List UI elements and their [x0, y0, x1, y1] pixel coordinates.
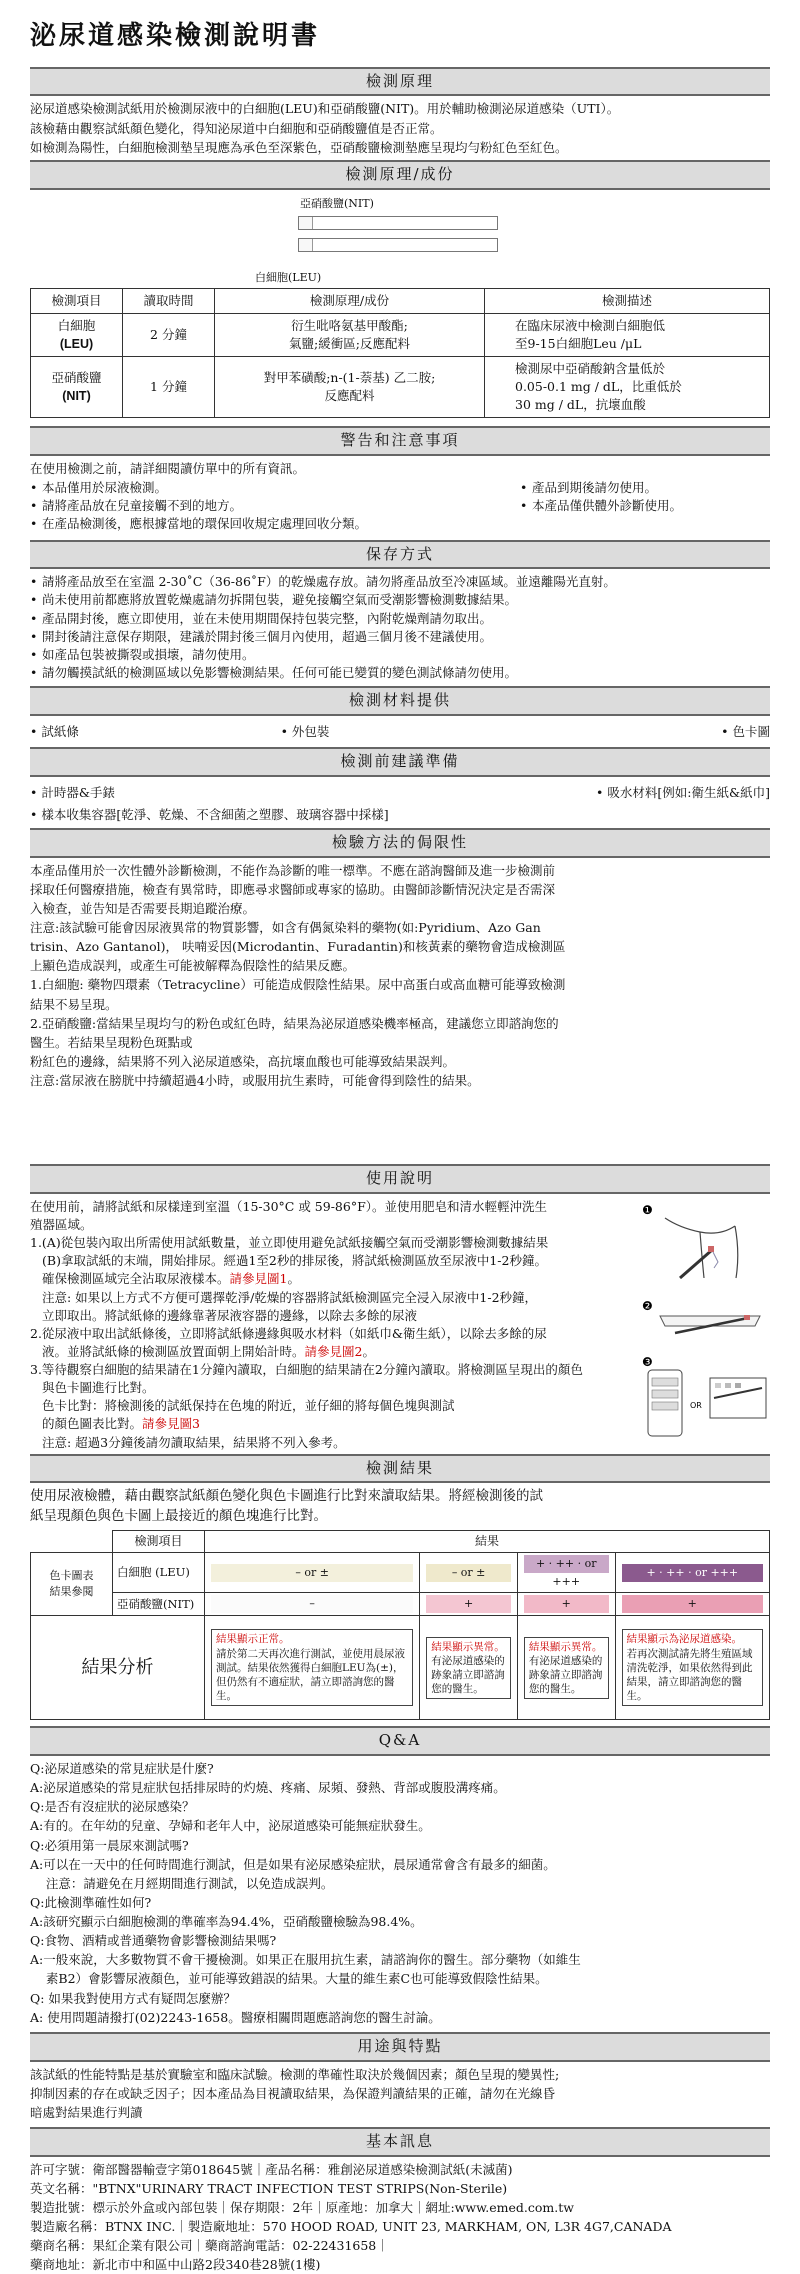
figure-ref: 請參見圖3 [142, 1416, 200, 1432]
list-item: • 尚未使用前都應將放置乾燥處請勿拆開包裝，避免接觸空氣而受潮影響檢測數據結果。 [30, 591, 770, 609]
section-header-composition: 檢測原理/成份 [30, 160, 770, 190]
usage-line: 3.等待觀察白細胞的結果請在1分鐘內讀取，白細胞的結果請在2分鐘內讀取。將檢測區呈現出的顏色 [30, 1362, 583, 1378]
strip-label-nit: 亞硝酸鹽(NIT) [300, 196, 374, 210]
section-header-qa: Q&A [30, 1726, 770, 1756]
usage-line: 1.(A)從包裝內取出所需使用試紙數量，並立即使用避免試紙接觸空氣而受潮影響檢測數據結果 [30, 1235, 549, 1251]
composition-cell [215, 356, 485, 417]
usage-line: 與色卡圖進行比對。 [42, 1380, 155, 1396]
section-header-uses: 用途與特點 [30, 2032, 770, 2062]
leu-swatch: – or ± [211, 1564, 413, 1582]
table-header-row [31, 288, 770, 313]
basic-info-line: 英文名稱："BTNX"URINARY TRACT INFECTION TEST STRIPS(Non-Sterile) [30, 2180, 508, 2196]
table-header: 檢測原理/成份 [215, 288, 485, 313]
section-header-principle: 檢測原理 [30, 67, 770, 97]
nit-swatch: – [211, 1595, 413, 1613]
composition-line: 對甲苯磺酸;n-(1-萘基) 乙二胺; [263, 370, 436, 385]
leu-swatch: + · ++ · or +++ [524, 1555, 609, 1573]
list-item: • 產品到期後請勿使用。 [520, 479, 770, 497]
list-item: • 請將產品放至在室溫 2-30˚C（36-86˚F）的乾燥處存放。請勿將產品放至冷凍區域。並遠離陽光直射。 [30, 573, 770, 591]
table-row [31, 1593, 770, 1616]
table-header: 結果 [205, 1530, 770, 1552]
material-item: • 色卡圖 [721, 723, 770, 739]
composition-line: 衍生吡咯氨基甲酸酯; [291, 317, 408, 333]
results-intro-line: 使用尿液檢體，藉由觀察試紙顏色變化與色卡圖進行比對來讀取結果。將經檢測後的試 [30, 1488, 543, 1505]
warning-list-left [30, 479, 500, 533]
usage-line: 在使用前，請將試紙和尿樣達到室溫（15-30°C 或 59-86°F）。並使用肥皂和清水輕輕沖洗生 [30, 1198, 548, 1214]
uses-text [30, 2066, 770, 2122]
basic-info-line: 製造廠名稱：BTNX INC.｜製造廠地址：570 HOOD ROAD, UNIT 23, MARKHAM, ON, L3R 4G7,CANADA [30, 2219, 672, 2235]
analysis-cell [205, 1616, 420, 1720]
table-row [31, 1616, 770, 1720]
list-item: • 產品開封後，應立即使用，並在未使用期間保持包裝完整，內附乾燥劑請勿取出。 [30, 610, 770, 628]
nit-swatch-cell [615, 1593, 769, 1616]
prep-item: • 計時器&手錶 [30, 784, 115, 800]
nit-swatch: + [426, 1595, 511, 1613]
figure-2-mark: ❷ [642, 1298, 653, 1313]
qa-line: A: 使用問題請撥打(02)2243-1658。醫療相關問題應諮詢您的醫生討論。 [30, 2009, 441, 2025]
uses-line: 抑制因素的存在或缺乏因子；因本產品為目視讀取結果，為保證判讀結果的正確，請勿在光線昏 [30, 2085, 556, 2101]
usage-line: 液。並將試紙條的檢測區放置面朝上開始計時。請參見圖2。 [42, 1343, 375, 1359]
qa-text [30, 1760, 770, 2027]
basic-info-line: 藥商名稱：果紅企業有限公司｜藥商諮詢電話：02-22431658｜ [30, 2238, 389, 2254]
usage-figures [640, 1198, 770, 1452]
leu-swatch-cell [420, 1552, 518, 1592]
usage-line: 立即取出。將試紙條的邊緣靠著尿液容器的邊緣，以除去多餘的尿液 [42, 1307, 418, 1323]
test-strip-top [298, 216, 498, 230]
analysis-cell [420, 1616, 518, 1720]
analysis-box: 結果顯示為泌尿道感染。 若再次測試請先將生殖區域清洗乾淨，如果依然得到此結果，請立即諮詢您的醫生。 [622, 1629, 763, 1706]
composition-line: 氣鹽;緩衝區;反應配料 [289, 335, 410, 351]
list-item: • 如產品包裝被撕裂或損壞，請勿使用。 [30, 646, 770, 664]
principle-line: 泌尿道感染檢測試紙用於檢測尿液中的白細胞(LEU)和亞硝酸鹽(NIT)。用於輔助檢測泌尿道感染（UTI）。 [30, 101, 620, 117]
section-header-materials: 檢測材料提供 [30, 686, 770, 716]
nit-swatch-cell [517, 1593, 615, 1616]
row-group-label: 色卡圖表 結果參閱 [31, 1552, 113, 1615]
nit-label: 亞硝酸鹽(NIT) [113, 1593, 205, 1616]
qa-line: Q:此檢測準確性如何? [30, 1894, 152, 1910]
limits-line: 結果不易呈現。 [30, 996, 118, 1012]
leu-swatch-cell [615, 1552, 769, 1592]
usage-line: 注意: 超過3分鐘後請勿讀取結果，結果將不列入參考。 [42, 1434, 346, 1450]
figure-ref: 請參見圖1 [229, 1271, 288, 1287]
document-title: 泌尿道感染檢測說明書 [30, 21, 321, 51]
item-cell [31, 356, 123, 417]
section-header-results: 檢測結果 [30, 1454, 770, 1484]
principle-text [30, 100, 770, 156]
nit-swatch-cell [205, 1593, 420, 1616]
table-header: 檢測項目 [113, 1530, 205, 1552]
warning-list-right [520, 479, 770, 533]
limits-line: 1.白細胞: 藥物四環素（Tetracycline）可能造成假陰性結果。尿中高蛋白或高血糖可能導致檢測 [30, 977, 566, 993]
qa-line: Q:食物、酒精或普通藥物會影響檢測結果嗎? [30, 1933, 277, 1949]
materials-row [30, 720, 770, 744]
item-code: (NIT) [62, 389, 91, 404]
qa-line: Q:泌尿道感染的常見症狀是什麼? [30, 1761, 214, 1777]
composition-table [30, 288, 770, 419]
warning-columns [30, 479, 770, 533]
table-header: 檢測項目 [31, 288, 123, 313]
list-item: • 本產品僅供體外診斷使用。 [520, 497, 770, 515]
strip-label-leu: 白細胞(LEU) [255, 270, 322, 284]
item-name: 白細胞 [57, 317, 96, 333]
description-line: 檢測尿中亞硝酸鈉含量低於 [515, 360, 666, 376]
limits-line: trisin、Azo Gantanol)， 呋喃妥因(Microdantin、Furadantin)和核黃素的藥物會造成檢測區 [30, 939, 566, 955]
uses-line: 該試紙的性能特點是基於實驗室和臨床試驗。檢測的準確性取決於幾個因素；顏色呈現的變異性; [30, 2066, 560, 2082]
section-header-prep: 檢測前建議準備 [30, 747, 770, 777]
table-row [31, 1552, 770, 1592]
analysis-label: 結果分析 [31, 1616, 205, 1720]
description-cell [485, 356, 770, 417]
uses-line: 暗處對結果進行判讀 [30, 2104, 143, 2120]
qa-line: Q:必須用第一晨尿來測試嗎? [30, 1837, 189, 1853]
table-row [31, 356, 770, 417]
test-strip-bottom [298, 238, 498, 252]
qa-line: A:可以在一天中的任何時間進行測試，但是如果有泌尿感染症狀，晨尿通常會含有最多的細菌。 [30, 1856, 556, 1872]
usage-line: 色卡比對：將檢測後的試紙保持在色塊的附近，並仔細的將每個色塊與測試 [42, 1398, 455, 1414]
item-name: 亞硝酸鹽 [51, 370, 102, 385]
analysis-box: 結果顯示異常。 有泌尿道感染的跡象請立即諮詢您的醫生。 [426, 1637, 511, 1700]
item-cell [31, 313, 123, 356]
qa-line: 素B2）會影響尿液顏色，並可能導致錯誤的結果。大量的維生素C也可能導致假陰性結果。 [30, 1971, 548, 1987]
description-cell [485, 313, 770, 356]
leu-swatch: – or ± [426, 1564, 511, 1582]
principle-line: 如檢測為陽性，白細胞檢測墊呈現應為承色至深紫色，亞硝酸鹽檢測墊應呈現均勻粉紅色至紅色。 [30, 139, 568, 155]
material-item: • 外包裝 [280, 723, 330, 739]
usage-text [30, 1198, 640, 1452]
limits-line: 醫生。若結果呈現粉色斑點或 [30, 1034, 193, 1050]
figure-3-mark: ❸ [642, 1354, 653, 1369]
analysis-box: 結果顯示正常。 請於第二天再次進行測試，並使用晨尿液測試。結果依然獲得白細胞LEU為(±)，但仍然有不適症狀，請立即諮詢您的醫生。 [211, 1629, 413, 1706]
page-gap [30, 1091, 770, 1161]
figure-ref: 請參見圖2 [304, 1343, 363, 1359]
read-time-cell: 1 分鐘 [123, 356, 215, 417]
leu-swatch-cell [205, 1552, 420, 1592]
list-item: • 開封後請注意保存期限，建議於開封後三個月內使用，超過三個月後不建議使用。 [30, 628, 770, 646]
usage-block [30, 1198, 770, 1452]
results-intro [30, 1487, 770, 1526]
nit-swatch: + [524, 1595, 609, 1613]
analysis-cell [517, 1616, 615, 1720]
description-line: 在臨床尿液中檢測白細胞低 [515, 317, 666, 333]
prep-item: • 吸水材料[例如:衛生紙&紙巾] [596, 784, 770, 800]
list-item: • 本品僅用於尿液檢測。 [30, 479, 500, 497]
description-line: 0.05-0.1 mg / dL，比重低於 [515, 379, 682, 395]
read-time-cell: 2 分鐘 [123, 313, 215, 356]
results-intro-line: 紙呈現顏色與色卡圖上最接近的顏色塊進行比對。 [30, 1508, 327, 1524]
qa-line: Q:是否有沒症狀的泌尿感染？ [30, 1799, 195, 1815]
qa-line: A:泌尿道感染的常見症狀包括排尿時的灼燒、疼痛、尿頻、發熱、背部或腹股溝疼痛。 [30, 1780, 506, 1796]
prep-row [30, 781, 770, 805]
section-header-basic: 基本訊息 [30, 2127, 770, 2157]
limits-line: 注意:該試驗可能會因尿液異常的物質影響，如含有偶氮染料的藥物(如:Pyridium、Azo Gan [30, 920, 541, 936]
description-line: 30 mg / dL，抗壞血酸 [515, 397, 646, 413]
leu-swatch: + · ++ · or +++ [622, 1564, 763, 1582]
analysis-cell [615, 1616, 769, 1720]
limits-line: 採取任何醫療措施，檢查有異常時，即應尋求醫師或專家的協助。由醫師診斷情況決定是否需深 [30, 881, 556, 897]
section-header-warning: 警告和注意事項 [30, 426, 770, 456]
list-item: • 請將產品放在兒童接觸不到的地方。 [30, 497, 500, 515]
nit-swatch: + [622, 1595, 763, 1613]
section-header-storage: 保存方式 [30, 540, 770, 570]
usage-line: 的顏色圖表比對。請參見圖3 [42, 1416, 200, 1432]
item-code: (LEU) [59, 336, 94, 351]
qa-line: 注意：請避免在月經期間進行測試，以免造成誤判。 [30, 1875, 334, 1891]
usage-line: (B)拿取試紙的末端，開始排尿。經過1至2秒的排尿後，將試紙檢測區放至尿液中1-2秒鐘。 [42, 1253, 547, 1269]
figure-1-mark: ❶ [642, 1202, 653, 1217]
test-strip-illustration [30, 194, 770, 288]
basic-info-line: 許可字號：衛部醫器輸壹字第018645號｜產品名稱：雅創泌尿道感染檢測試紙(未滅菌) [30, 2161, 513, 2177]
prep-item: • 樣本收集容器[乾淨、乾燥、不含細菌之塑膠、玻璃容器中採樣] [30, 806, 389, 822]
analysis-box: 結果顯示異常。 有泌尿道感染的跡象請立即諮詢您的醫生。 [524, 1637, 609, 1700]
limits-line: 入檢查，並告知是否需要長期追蹤治療。 [30, 900, 256, 916]
results-table [30, 1530, 770, 1721]
storage-list [30, 573, 770, 682]
leu-label: 白細胞 (LEU) [113, 1552, 205, 1592]
limits-line: 本產品僅用於一次性體外診斷檢測，不能作為診斷的唯一標準。不應在諮詢醫師及進一步檢測前 [30, 862, 556, 878]
limits-line: 上顯色造成誤判，或產生可能被解釋為假陰性的結果反應。 [30, 958, 356, 974]
list-item: • 在產品檢測後，應根據當地的環保回收規定處理回收分類。 [30, 515, 500, 533]
limits-line: 粉紅色的邊緣，結果將不列入泌尿道感染，高抗壞血酸也可能導致結果誤判。 [30, 1053, 456, 1069]
material-item: • 試紙條 [30, 723, 79, 739]
table-header: 檢測描述 [485, 288, 770, 313]
usage-line: 2.從尿液中取出試紙條後，立即將試紙條邊緣與吸水材料（如紙巾&衛生紙），以除去多餘的尿 [30, 1325, 547, 1341]
basic-info-line: 藥商地址：新北市中和區中山路2段340巷28號(1樓) [30, 2257, 321, 2273]
description-line: 至9-15白細胞Leu /μL [515, 335, 642, 351]
limits-line: 注意:當尿液在膀胱中持續超過4小時，或服用抗生素時，可能會得到陰性的結果。 [30, 1073, 480, 1089]
section-header-usage: 使用說明 [30, 1164, 770, 1194]
qa-line: A:有的。在年幼的兒童、孕婦和老年人中，泌尿道感染可能無症狀發生。 [30, 1818, 431, 1834]
or-label: OR [690, 1400, 702, 1410]
limits-text [30, 862, 770, 1091]
basic-info-text [30, 2161, 770, 2274]
usage-illustration [640, 1198, 770, 1443]
usage-line: 確保檢測區域完全沾取尿液樣本。請參見圖1。 [42, 1271, 300, 1287]
strip-pad-icon [708, 1246, 714, 1252]
leu-swatch-cell [517, 1552, 615, 1592]
table-header-row [31, 1530, 770, 1552]
section-header-limits: 檢驗方法的侷限性 [30, 828, 770, 858]
table-header: 讀取時間 [123, 288, 215, 313]
limits-line: 2.亞硝酸鹽:當結果呈現均勻的粉色或紅色時，結果為泌尿道感染機率極高，建議您立即諮詢您的 [30, 1015, 559, 1031]
principle-line: 該檢藉由觀察試紙顏色變化，得知泌尿道中白細胞和亞硝酸鹽值是否正常。 [30, 120, 443, 136]
warning-intro: 在使用檢測之前，請詳細閱讀仿單中的所有資訊。 [30, 461, 306, 477]
test-strip-icon [680, 1250, 712, 1278]
usage-line: 殖器區域。 [30, 1217, 93, 1233]
basic-info-line: 製造批號：標示於外盒或內部包裝｜保存期限：2年｜原產地：加拿大｜網址:www.emed.com.tw [30, 2199, 574, 2215]
table-row [31, 313, 770, 356]
qa-line: A:一般來說，大多數物質不會干擾檢測。如果正在服用抗生素，請諮詢你的醫生。部分藥物（如維生 [30, 1952, 581, 1968]
qa-line: Q: 如果我對使用方式有疑問怎麼辦？ [30, 1990, 236, 2006]
composition-line: 反應配料 [324, 388, 375, 404]
usage-line: 注意: 如果以上方式不方便可選擇乾淨/乾燥的容器將試紙檢測區完全浸入尿液中1-2秒鐘， [42, 1289, 538, 1305]
body-outline-icon [665, 1218, 735, 1233]
composition-cell [215, 313, 485, 356]
list-item: • 請勿觸摸試紙的檢測區域以免影響檢測結果。任何可能已變質的變色測試條請勿使用。 [30, 664, 770, 682]
qa-line: A:該研究顯示白細胞檢測的準確率為94.4%，亞硝酸鹽檢驗為98.4%。 [30, 1914, 423, 1930]
nit-swatch-cell [420, 1593, 518, 1616]
